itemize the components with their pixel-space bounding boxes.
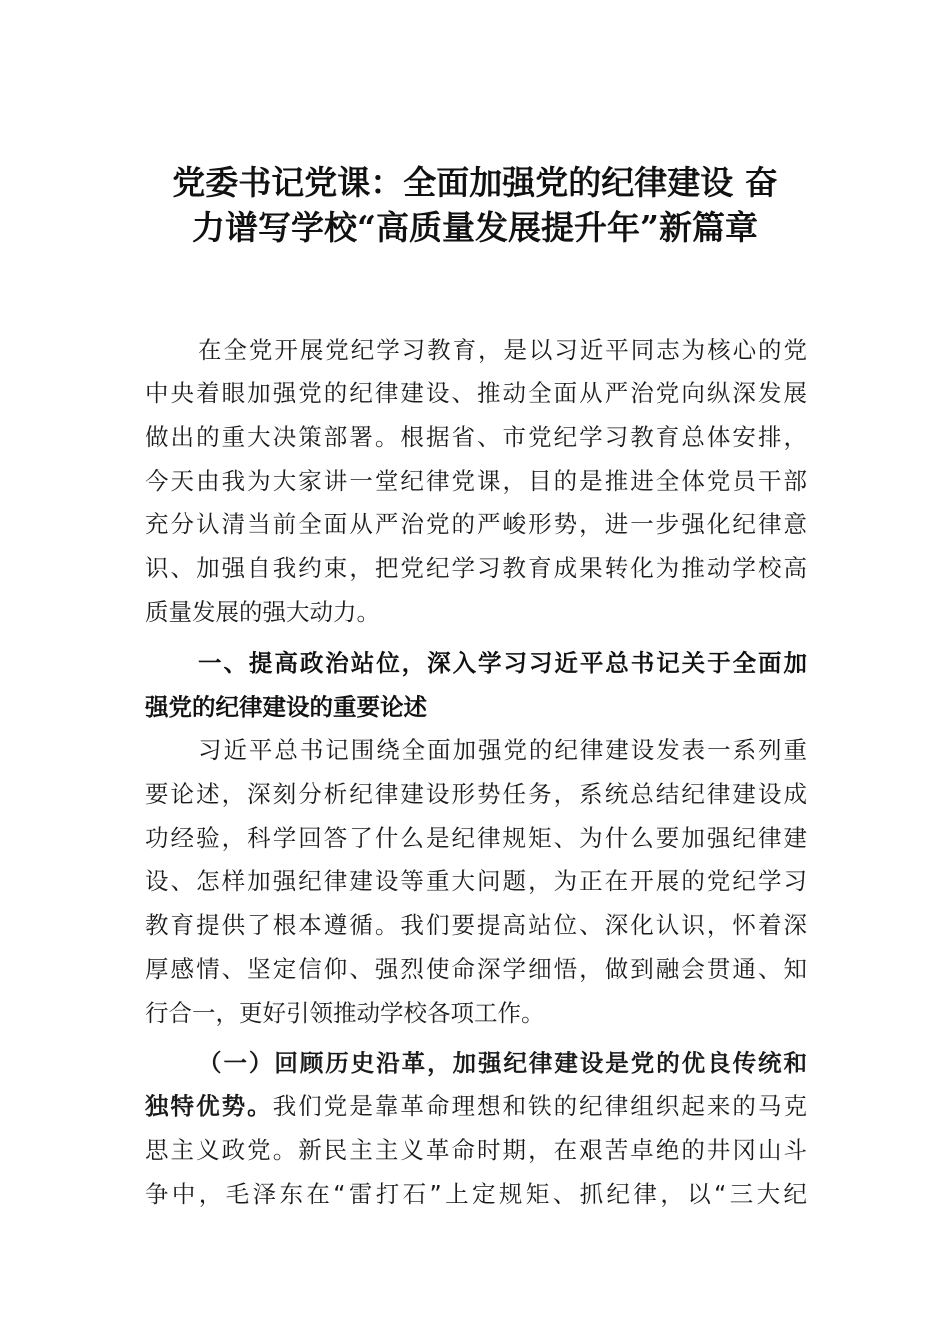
intro-paragraph-line: 充分认清当前全面从严治党的严峻形势，进一步强化纪律意: [145, 510, 807, 538]
section-heading-line: 一、提高政治站位，深入学习习近平总书记关于全面加: [198, 649, 807, 677]
subsection-paragraph-line: 争中，毛泽东在“雷打石”上定规矩、抓纪律，以“三大纪: [145, 1180, 807, 1208]
section-paragraph-line: 厚感情、坚定信仰、强烈使命深学细悟，做到融会贯通、知: [145, 955, 807, 983]
subsection-text: 我们党是靠革命理想和铁的纪律组织起来的马克: [272, 1092, 808, 1120]
section-paragraph-line: 习近平总书记围绕全面加强党的纪律建设发表一系列重: [198, 736, 807, 764]
section-paragraph-line: 功经验，科学回答了什么是纪律规矩、为什么要加强纪律建: [145, 824, 807, 852]
section-paragraph-line: 教育提供了根本遵循。我们要提高站位、深化认识，怀着深: [145, 911, 807, 939]
subsection-paragraph-line: 思主义政党。新民主主义革命时期，在艰苦卓绝的井冈山斗: [145, 1136, 807, 1164]
intro-paragraph-line: 今天由我为大家讲一堂纪律党课，目的是推进全体党员干部: [145, 467, 807, 495]
intro-paragraph-line: 做出的重大决策部署。根据省、市党纪学习教育总体安排，: [145, 423, 807, 451]
intro-paragraph-line: 识、加强自我约束，把党纪学习教育成果转化为推动学校高: [145, 554, 807, 582]
intro-paragraph-line: 在全党开展党纪学习教育，是以习近平同志为核心的党: [198, 336, 807, 364]
subsection-paragraph-line: [145, 1084, 807, 1128]
section-paragraph-line: 行合一，更好引领推动学校各项工作。: [145, 999, 545, 1027]
section-paragraph-line: 要论述，深刻分析纪律建设形势任务，系统总结纪律建设成: [145, 780, 807, 808]
document-title-line-1: 党委书记党课：全面加强党的纪律建设 奋: [172, 163, 778, 202]
subsection-lead-end: 独特优势。: [145, 1092, 273, 1120]
document-title-line-2: 力谱写学校“高质量发展提升年”新篇章: [192, 208, 758, 247]
intro-paragraph-line: 质量发展的强大动力。: [145, 598, 380, 626]
intro-paragraph-line: 中央着眼加强党的纪律建设、推动全面从严治党向纵深发展: [145, 379, 807, 407]
section-heading-line: 强党的纪律建设的重要论述: [145, 693, 427, 721]
section-paragraph-line: 设、怎样加强纪律建设等重大问题，为正在开展的党纪学习: [145, 867, 807, 895]
subsection-lead-line: （一）回顾历史沿革，加强纪律建设是党的优良传统和: [198, 1049, 807, 1077]
